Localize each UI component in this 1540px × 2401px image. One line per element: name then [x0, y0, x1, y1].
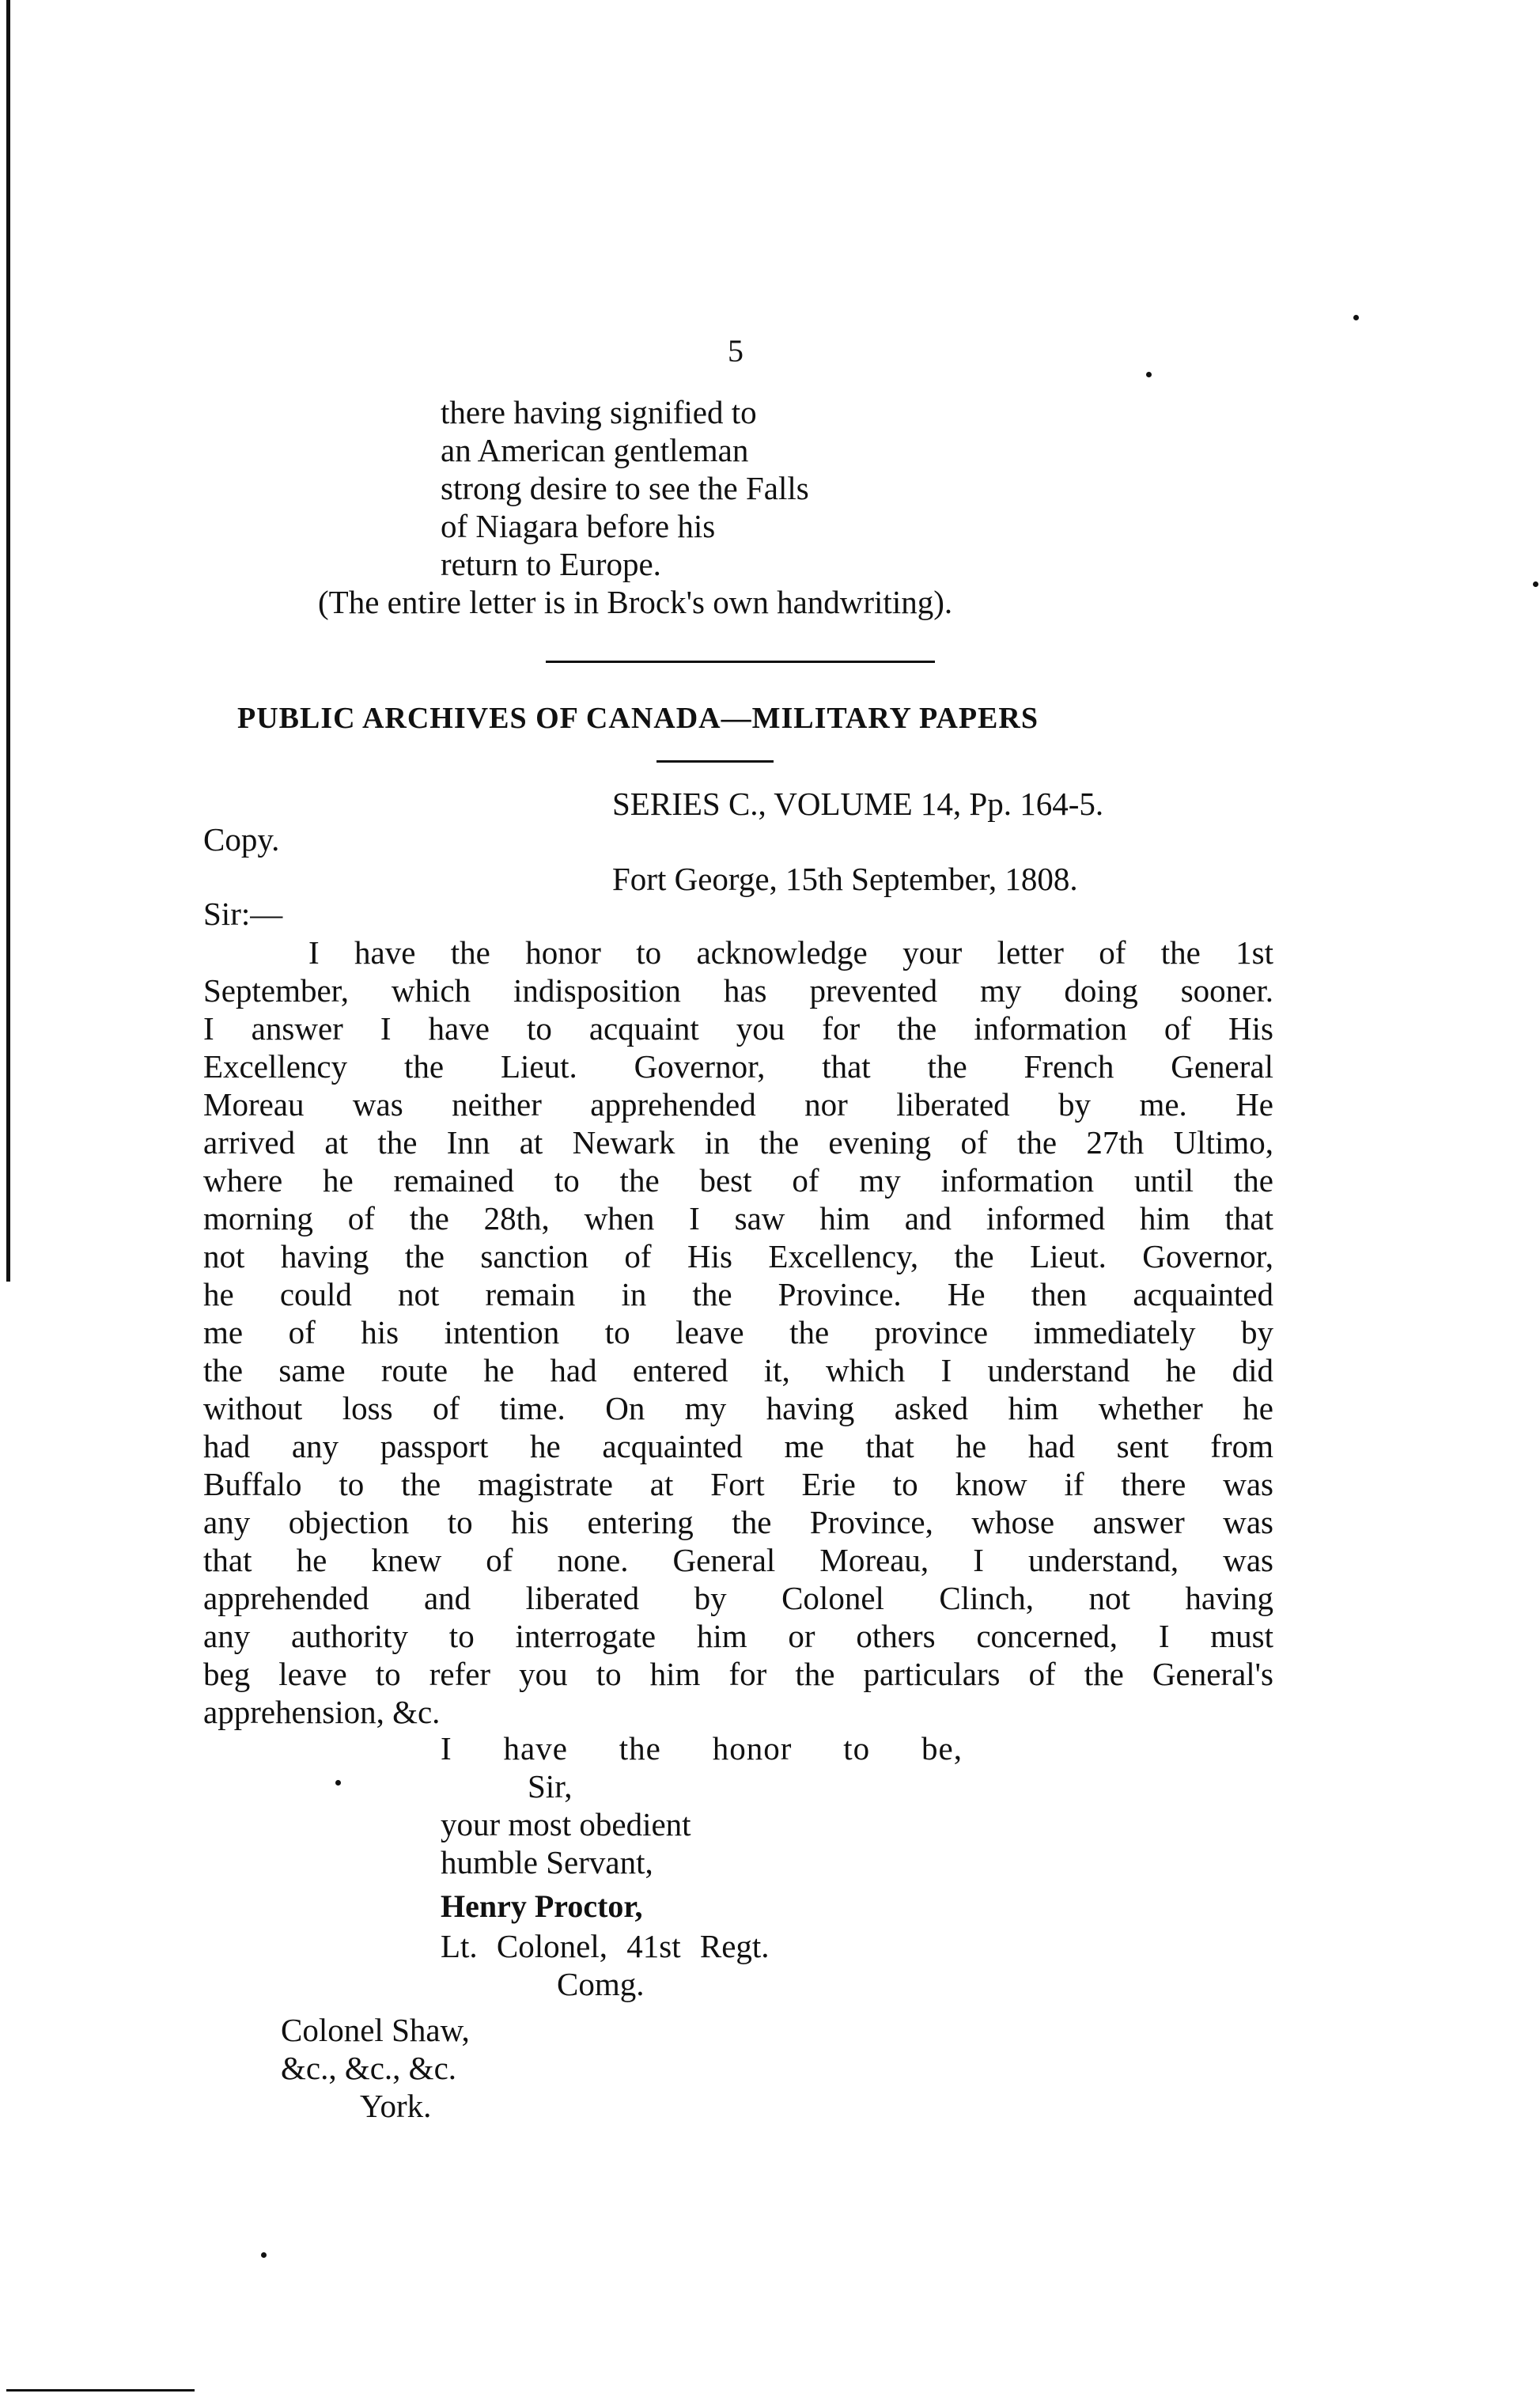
body-line: I answer I have to acquaint you for the information of His: [203, 1010, 1273, 1047]
scan-speck: [1353, 315, 1359, 320]
body-line: Excellency the Lieut. Governor, that the French General: [203, 1048, 1273, 1085]
intro-line: there having signified to: [441, 394, 757, 430]
archive-heading: PUBLIC ARCHIVES OF CANADA—MILITARY PAPERS: [237, 702, 1039, 735]
salutation: Sir:—: [203, 896, 283, 932]
body-line: where he remained to the best of my information until the: [203, 1162, 1273, 1199]
scan-speck: [335, 1780, 341, 1786]
copy-label: Copy.: [203, 821, 280, 858]
body-line: he could not remain in the Province. He then acquainted: [203, 1276, 1273, 1312]
body-line: had any passport he acquainted me that he had sent from: [203, 1428, 1273, 1464]
page-number: 5: [728, 333, 744, 369]
body-line: without loss of time. On my having asked him whether he: [203, 1390, 1273, 1426]
intro-line: of Niagara before his: [441, 508, 716, 544]
body-line: me of his intention to leave the province immediately by: [203, 1314, 1273, 1350]
section-rule: [546, 661, 935, 663]
addressee-place: York.: [360, 2088, 432, 2124]
body-line: Buffalo to the magistrate at Fort Erie to know if there was: [203, 1466, 1273, 1502]
intro-note: (The entire letter is in Brock's own handwriting).: [318, 584, 953, 620]
body-line: September, which indisposition has prevented my doing sooner.: [203, 972, 1273, 1009]
addressee-etc: &c., &c., &c.: [281, 2050, 457, 2086]
body-line: not having the sanction of His Excellency, the Lieut. Governor,: [203, 1238, 1273, 1274]
body-line: any authority to interrogate him or others concerned, I must: [203, 1618, 1273, 1654]
footer-rule: [6, 2389, 195, 2392]
intro-line: an American gentleman: [441, 432, 749, 468]
closing-sir: Sir,: [528, 1768, 573, 1805]
intro-line: return to Europe.: [441, 546, 661, 582]
addressee-name: Colonel Shaw,: [281, 2012, 470, 2048]
body-line: apprehended and liberated by Colonel Clinch, not having: [203, 1580, 1273, 1616]
body-line: beg leave to refer you to him for the particulars of the General's: [203, 1656, 1273, 1692]
closing-servant: humble Servant,: [441, 1844, 653, 1880]
signatory-rank: Lt. Colonel, 41st Regt.: [441, 1928, 770, 1964]
scan-speck: [261, 2252, 267, 2258]
body-line: the same route he had entered it, which I understand he did: [203, 1352, 1273, 1388]
scan-edge-line: [6, 0, 10, 1282]
signature: Henry Proctor,: [441, 1888, 643, 1924]
closing-line: I have the honor to be,: [441, 1730, 963, 1767]
closing-obedient: your most obedient: [441, 1806, 691, 1842]
intro-line: strong desire to see the Falls: [441, 470, 809, 506]
series-reference: SERIES C., VOLUME 14, Pp. 164-5.: [612, 786, 1104, 822]
body-line: any objection to his entering the Province, whose answer was: [203, 1504, 1273, 1540]
body-line: Moreau was neither apprehended nor liberated by me. He: [203, 1086, 1273, 1123]
body-line: that he knew of none. General Moreau, I understand, was: [203, 1542, 1273, 1578]
body-line: morning of the 28th, when I saw him and informed him that: [203, 1200, 1273, 1236]
heading-rule: [656, 760, 774, 763]
scan-speck: [1146, 372, 1152, 377]
body-line: arrived at the Inn at Newark in the evening of the 27th Ultimo,: [203, 1124, 1273, 1161]
signatory-command: Comg.: [557, 1966, 645, 2002]
body-line: I have the honor to acknowledge your letter of the 1st: [308, 934, 1273, 971]
body-line: apprehension, &c.: [203, 1694, 441, 1730]
scan-speck: [1533, 581, 1538, 587]
place-date: Fort George, 15th September, 1808.: [612, 861, 1078, 897]
